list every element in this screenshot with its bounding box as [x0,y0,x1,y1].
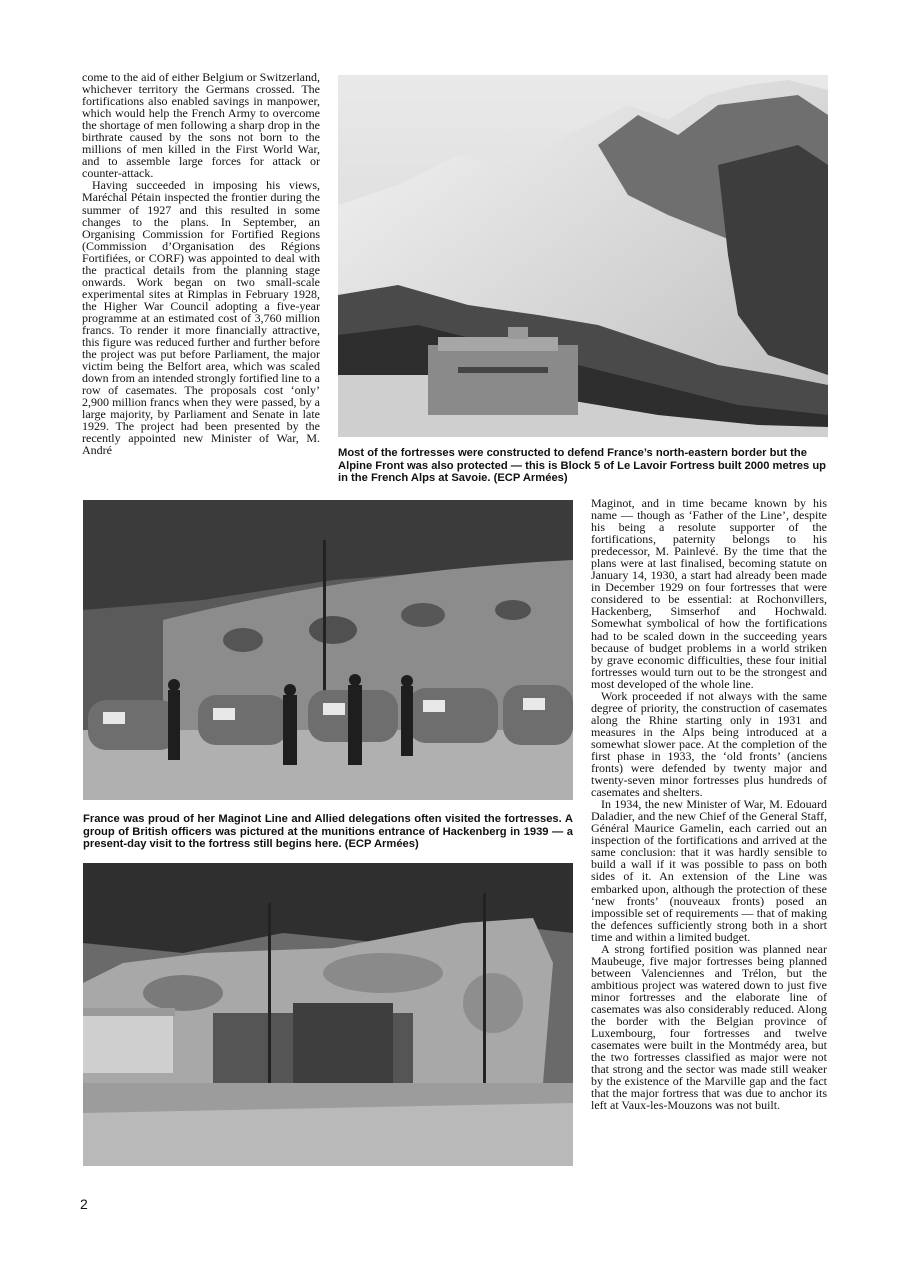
body-paragraph: A strong fortified position was planned near Maubeuge, five major fortresses being planned between Valenciennes and Trélon, but the ambitious project was watered down to just five minor fortresses and the elaborate line of casemates was also considerably reduced. Along the border with the Belgian province of Luxembourg, four fortresses and twelve casemates were built in the Montmédy area, but the two fortresses classified as major were not that strong and the sector was made still weaker by the existence of the Marville gap and the fact that the major fortress that was due to anchor its left at Vaux-les-Mouzons was not built. [591,941,827,1113]
body-paragraph: In 1934, the new Minister of War, M. Edouard Daladier, and the new Chief of the General Staff, Général Maurice Gamelin, each carried out an inspection of the fortifications and arrived at the same conclusion: that it was hardly sensible to build a wall if it was possible to pass on both sides of it. An extension of the Line was embarked upon, although the protection of these ‘new fronts’ (nouveaux fronts) posed an impossible set of requirements — that of making the defences sufficiently strong both in a short time and within a limited budget. [591,797,827,944]
hackenberg-1939-photo [83,500,573,800]
body-paragraph: Maginot, and in time became known by his name — though as ‘Father of the Line’, despite his being a resolute supporter of the fortifications, paternity belongs to his predecessor, M. Painlevé. By the time that the plans were at last finalised, becoming statute on January 14, 1930, a start had already been made in December 1929 on four fortresses that were considered to be essential: at Rochonvillers, Hackenberg, Simserhof and Hochwald. Somewhat symbolical of how the fortifications had to be scaled down in the succeeding years because of budget problems in a world striken by grave economic difficulties, these four initial fortresses would turn out to be the strongest and most developed of the whole line. [591,496,827,691]
alpine-fortress-photo [338,75,828,437]
hackenberg-photo-caption: France was proud of her Maginot Line and Allied delegations often visited the fortresses. A group of British officers was pictured at the munitions entrance of Hackenberg in 1939 — a present-day visit to the fortress still begins here. (ECP Armées) [83,813,573,851]
body-paragraph: come to the aid of either Belgium or Switzerland, whichever territory the Germans crossed. The fortifications also enabled savings in manpower, which would help the French Army to overcome the shortage of men following a sharp drop in the birthrate caused by the sons not born to the millions of men killed in the First World War, and to assemble large forces for attack or counter-attack. [82,70,320,181]
left-column-text [82,71,320,457]
body-paragraph: Work proceeded if not always with the same degree of priority, the construction of casemates along the Rhine starting only in 1931 and measures in the Alps being introduced at a somewhat slower pace. At the completion of the first phase in 1933, the ‘old fronts’ (anciens fronts) were defended by twenty major and twenty-seven minor fortresses plus hundreds of casemates and shelters. [591,688,827,800]
right-column-text [591,497,827,1111]
alpine-photo-caption: Most of the fortresses were constructed to defend France’s north-eastern border but the Alpine Front was also protected — this is Block 5 of Le Lavoir Fortress built 2000 metres up in the French Alps at Savoie. (ECP Armées) [338,447,827,485]
body-paragraph: Having succeeded in imposing his views, Maréchal Pétain inspected the frontier during the summer of 1927 and this resulted in some changes to the plans. In September, an Organising Commission for Fortified Regions (Commission d’Organisation des Régions Fortifiées, or CORF) was appointed to deal with the practical details from the planning stage onwards. Work began on two small-scale experimental sites at Rimplas in February 1928, the Higher War Council adopting a five-year programme at an estimated cost of 3,760 million francs. To render it more financially attractive, this figure was reduced further and further before the project was put before Parliament, the major victim being the Belfort area, which was scaled down from an intended strongly fortified line to a row of casemates. The proposals cost ‘only’ 2,900 million francs when they were passed, by a large majority, by Parliament and Senate in late 1929. The project had been presented by the recently appointed new Minister of War, M. André [82,178,320,458]
hackenberg-present-day-photo [83,863,573,1166]
page-number: 2 [80,1196,88,1212]
